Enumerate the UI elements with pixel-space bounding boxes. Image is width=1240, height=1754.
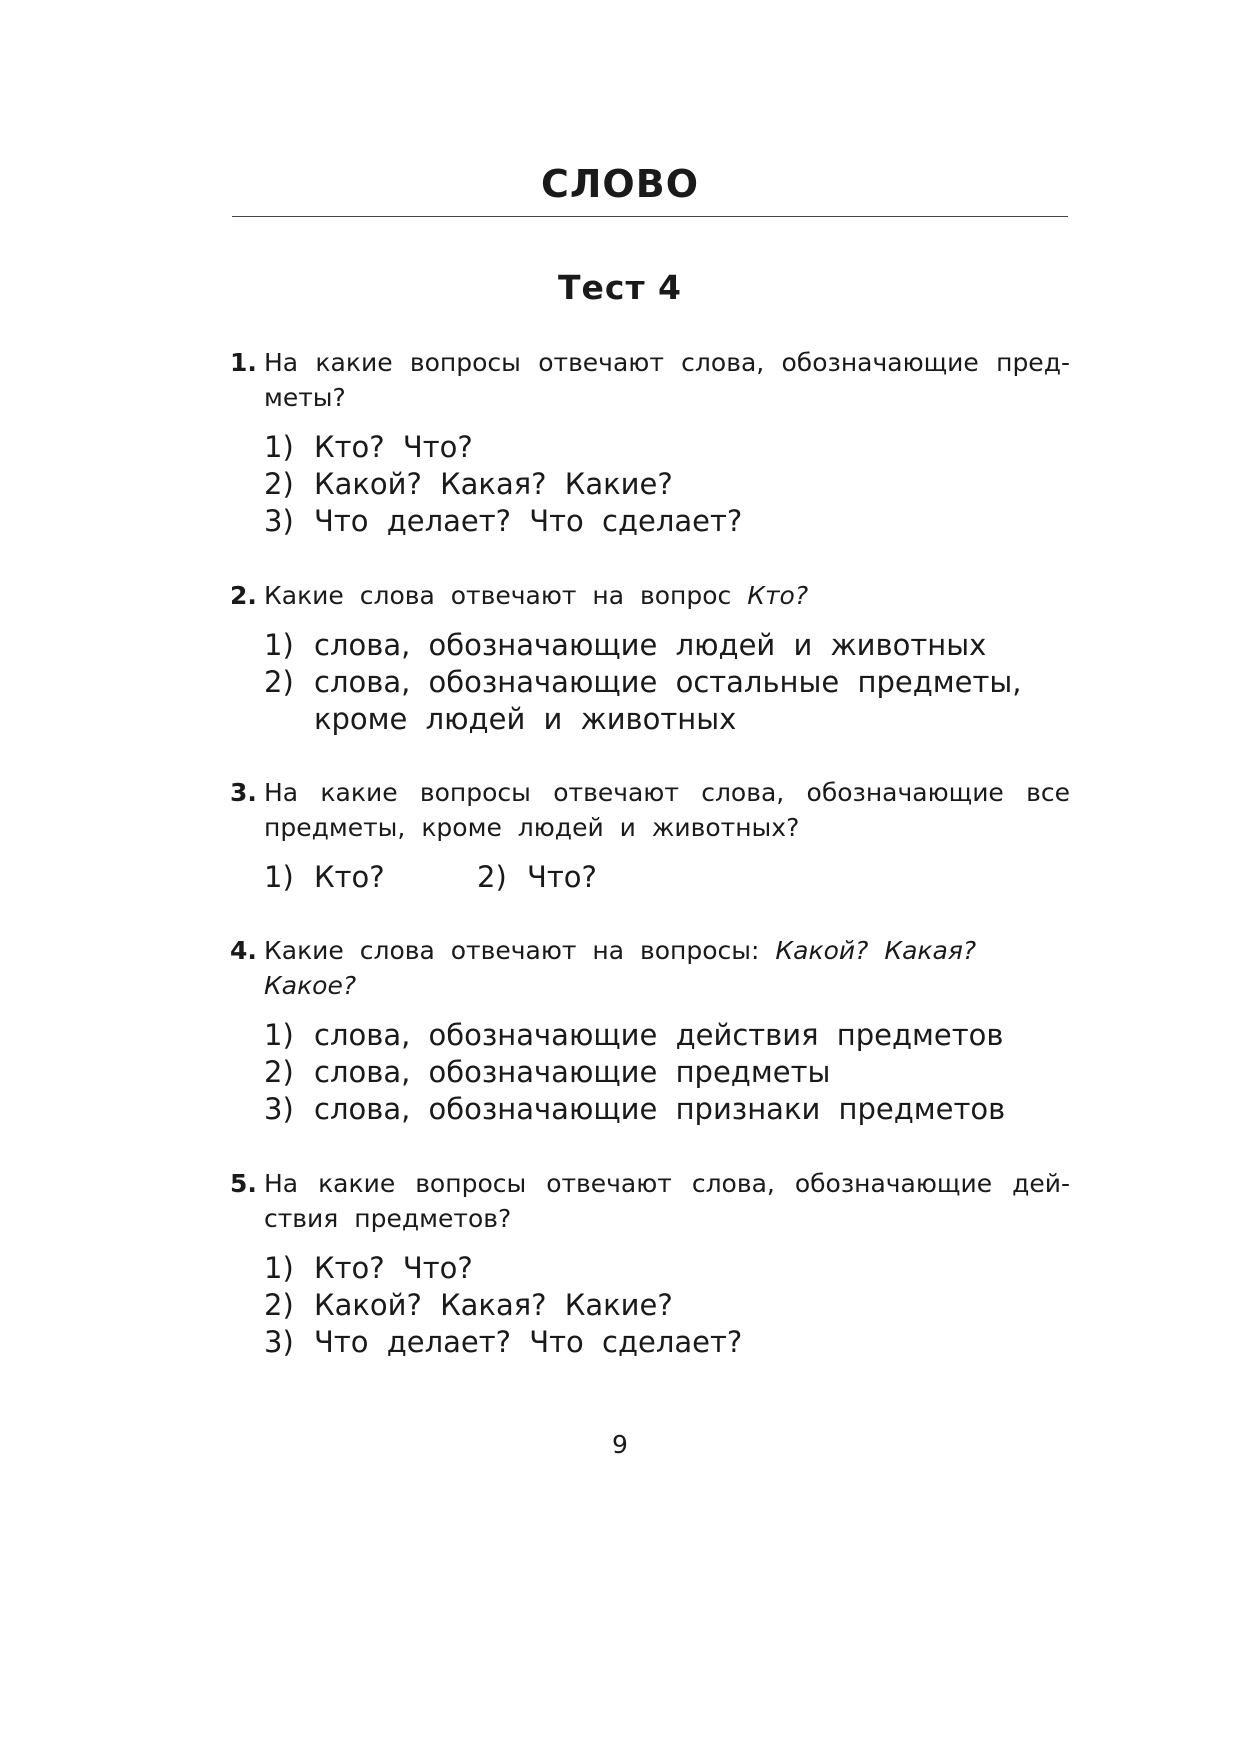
question-5-text (230, 1166, 1070, 1201)
question-line: Какие слова отвечают на вопрос (264, 581, 732, 610)
answer-text: Какой? Какая? Какие? (314, 467, 673, 501)
question-line: Какие слова отвечают на вопросы: (264, 936, 760, 965)
question-line: предметы, кроме людей и животных? (264, 813, 800, 842)
answer-text: слова, обозначающие признаки предметов (314, 1092, 1006, 1126)
answer-option (264, 1250, 1070, 1287)
answer-text: слова, обозначающие действия предметов (314, 1018, 1004, 1052)
answer-text: Что делает? Что сделает? (314, 504, 743, 538)
answer-number: 1) (264, 1018, 294, 1052)
answer-option (264, 1287, 1070, 1324)
question-number: 1. (230, 348, 257, 377)
question-line: меты? (264, 383, 346, 412)
answer-text: Кто? Что? (314, 1251, 473, 1285)
page-number: 9 (612, 1430, 628, 1459)
answer-text: слова, обозначающие предметы (314, 1055, 831, 1089)
answer-list (230, 1250, 1070, 1361)
answer-number: 3) (264, 1092, 294, 1126)
question-italic: Какое? (264, 971, 357, 1000)
answer-text: слова, обозначающие людей и животных (314, 628, 987, 662)
answer-list (230, 627, 1070, 738)
answer-list (230, 1017, 1070, 1128)
answer-option (264, 664, 1070, 701)
answer-option (264, 1324, 1070, 1361)
answer-option (264, 429, 1070, 466)
answer-option (264, 1054, 1070, 1091)
answer-number: 1) (264, 860, 294, 894)
answer-option-continued (264, 701, 1070, 738)
question-number: 2. (230, 581, 257, 610)
question-2-text (230, 578, 1070, 613)
question-number: 3. (230, 778, 257, 807)
question-5 (230, 1166, 1070, 1361)
question-1-text (230, 345, 1070, 380)
answer-option (264, 1091, 1070, 1128)
answer-option (264, 859, 477, 896)
answer-number: 1) (264, 628, 294, 662)
question-number: 5. (230, 1169, 257, 1198)
question-line: На какие вопросы отвечают слова, обозначающие пред- (264, 348, 1070, 377)
question-1 (230, 345, 1070, 540)
question-number: 4. (230, 936, 257, 965)
answer-number: 1) (264, 430, 294, 464)
question-4-text (230, 933, 1070, 968)
answer-text: слова, обозначающие остальные предметы, (314, 665, 1022, 699)
question-italic: Кто? (747, 581, 809, 610)
answer-number: 3) (264, 1325, 294, 1359)
answer-option (477, 859, 690, 896)
answer-list (230, 859, 1070, 896)
question-line: На какие вопросы отвечают слова, обозначающие все (264, 778, 1070, 807)
answer-text: кроме людей и животных (314, 702, 737, 736)
answer-number: 3) (264, 504, 294, 538)
question-3 (230, 775, 1070, 896)
question-italic: Какой? Какая? (775, 936, 977, 965)
answer-option (264, 503, 1070, 540)
answer-text: Что? (527, 860, 597, 894)
answer-number: 2) (264, 467, 294, 501)
answer-text: Кто? Что? (314, 430, 473, 464)
answer-list (230, 429, 1070, 540)
test-title: Тест 4 (557, 268, 683, 307)
question-3-text (230, 775, 1070, 810)
answer-number: 1) (264, 1251, 294, 1285)
answer-number: 2) (264, 1055, 294, 1089)
question-line: ствия предметов? (264, 1204, 512, 1233)
answer-number: 2) (264, 1288, 294, 1322)
answer-option (264, 466, 1070, 503)
answer-number: 2) (264, 665, 294, 699)
answer-text: Кто? (314, 860, 385, 894)
answer-option (264, 1017, 1070, 1054)
question-4 (230, 933, 1070, 1128)
answer-option (264, 627, 1070, 664)
question-line: На какие вопросы отвечают слова, обозначающие дей- (264, 1169, 1070, 1198)
section-title: СЛОВО (540, 162, 700, 206)
answer-text: Какой? Какая? Какие? (314, 1288, 673, 1322)
header-divider (232, 216, 1068, 217)
answer-row (264, 859, 1070, 896)
answer-text: Что делает? Что сделает? (314, 1325, 743, 1359)
answer-number: 2) (477, 860, 507, 894)
question-2 (230, 578, 1070, 738)
